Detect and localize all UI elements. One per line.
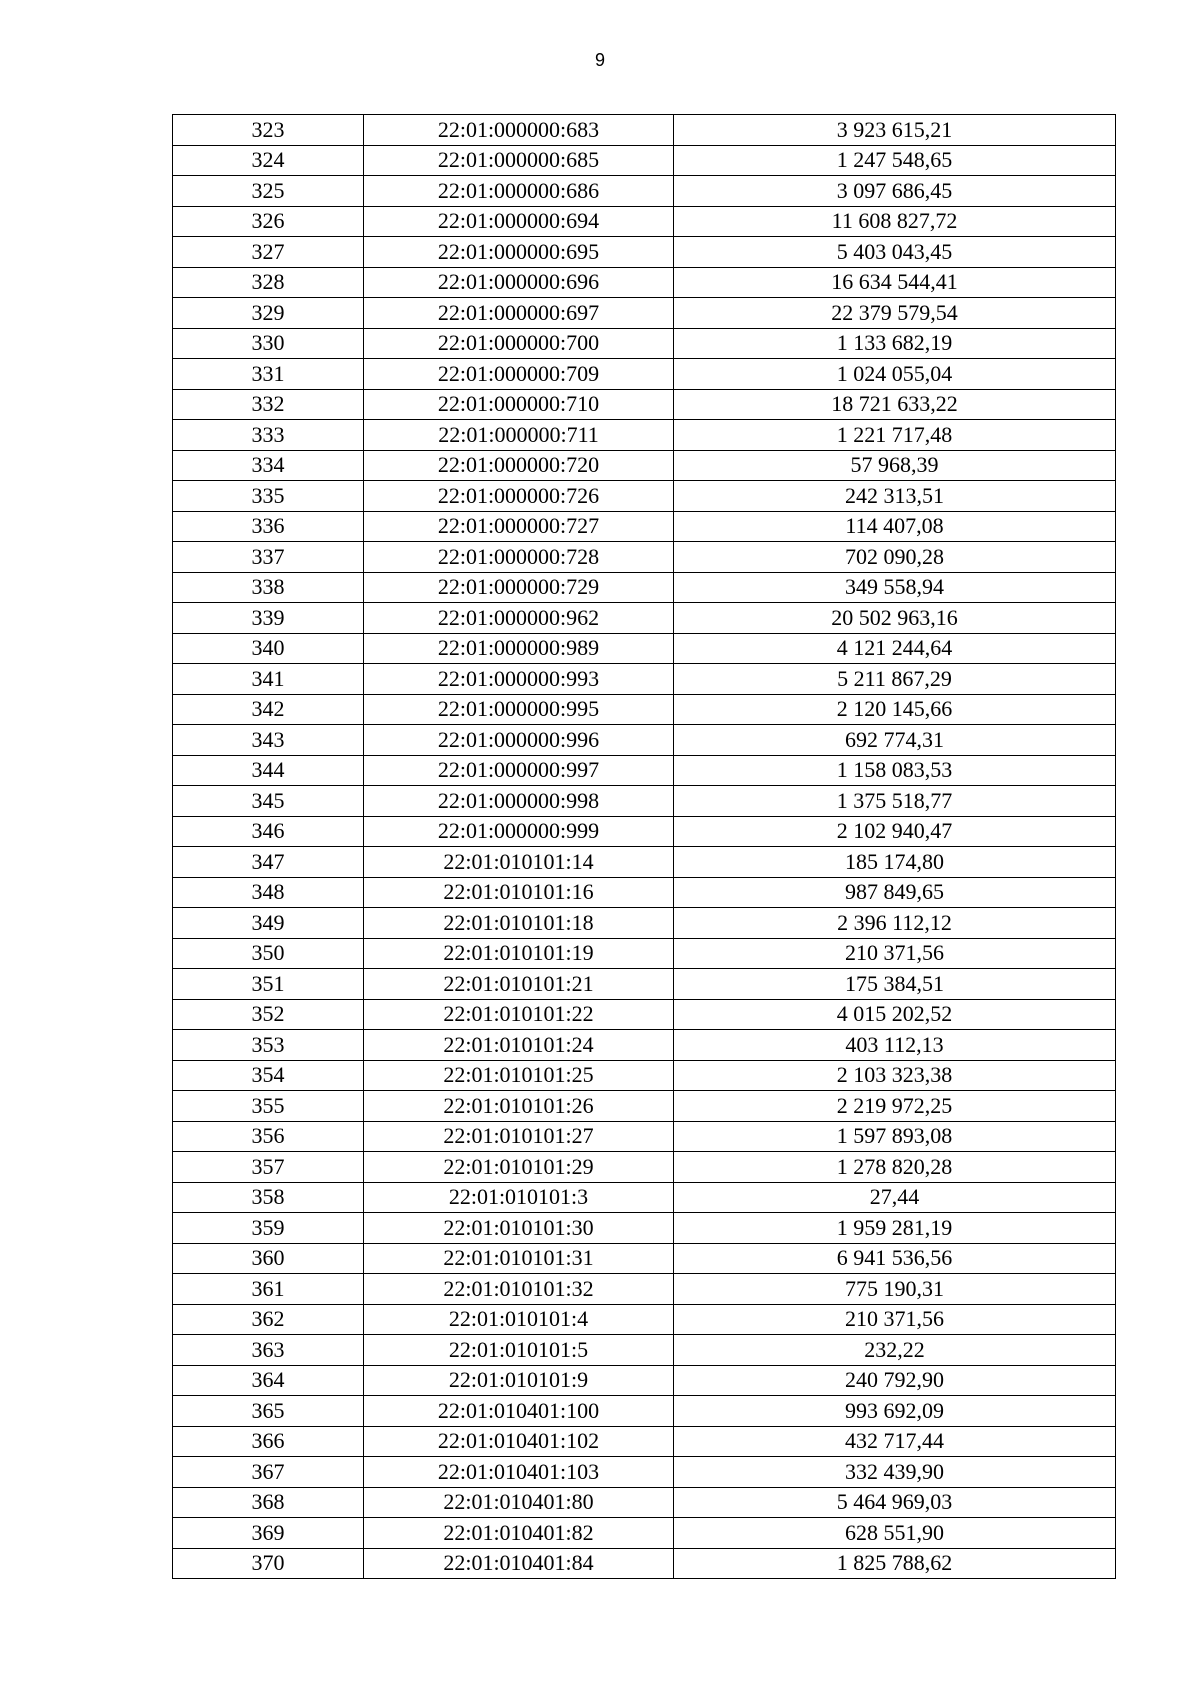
row-number-cell: 331 (173, 359, 364, 390)
row-number-cell: 326 (173, 206, 364, 237)
table-row (173, 1457, 1116, 1488)
value-cell: 1 221 717,48 (674, 420, 1116, 451)
table-row (173, 908, 1116, 939)
value-cell: 20 502 963,16 (674, 603, 1116, 634)
cadastral-number-cell: 22:01:000000:720 (364, 450, 674, 481)
cadastral-number-cell: 22:01:010401:80 (364, 1487, 674, 1518)
row-number-cell: 368 (173, 1487, 364, 1518)
row-number-cell: 363 (173, 1335, 364, 1366)
row-number-cell: 338 (173, 572, 364, 603)
value-cell: 175 384,51 (674, 969, 1116, 1000)
row-number-cell: 334 (173, 450, 364, 481)
value-cell: 1 158 083,53 (674, 755, 1116, 786)
cadastral-number-cell: 22:01:010101:9 (364, 1365, 674, 1396)
row-number-cell: 367 (173, 1457, 364, 1488)
table-row (173, 450, 1116, 481)
value-cell: 11 608 827,72 (674, 206, 1116, 237)
cadastral-number-cell: 22:01:010101:24 (364, 1030, 674, 1061)
table-row (173, 1182, 1116, 1213)
cadastral-number-cell: 22:01:000000:696 (364, 267, 674, 298)
table-row (173, 145, 1116, 176)
table-row (173, 572, 1116, 603)
cadastral-number-cell: 22:01:000000:993 (364, 664, 674, 695)
table-row (173, 389, 1116, 420)
table-row (173, 267, 1116, 298)
row-number-cell: 336 (173, 511, 364, 542)
row-number-cell: 335 (173, 481, 364, 512)
cadastral-number-cell: 22:01:010101:4 (364, 1304, 674, 1335)
row-number-cell: 327 (173, 237, 364, 268)
row-number-cell: 348 (173, 877, 364, 908)
cadastral-number-cell: 22:01:010101:25 (364, 1060, 674, 1091)
value-cell: 1 024 055,04 (674, 359, 1116, 390)
row-number-cell: 324 (173, 145, 364, 176)
cadastral-number-cell: 22:01:010101:5 (364, 1335, 674, 1366)
value-cell: 1 597 893,08 (674, 1121, 1116, 1152)
table-row (173, 816, 1116, 847)
row-number-cell: 332 (173, 389, 364, 420)
cadastral-number-cell: 22:01:010101:18 (364, 908, 674, 939)
table-row (173, 999, 1116, 1030)
table-row (173, 603, 1116, 634)
table-row (173, 420, 1116, 451)
cadastral-number-cell: 22:01:000000:996 (364, 725, 674, 756)
table-row (173, 542, 1116, 573)
row-number-cell: 337 (173, 542, 364, 573)
row-number-cell: 357 (173, 1152, 364, 1183)
table-row (173, 694, 1116, 725)
table-row (173, 664, 1116, 695)
page-number: 9 (594, 50, 605, 70)
row-number-cell: 353 (173, 1030, 364, 1061)
row-number-cell: 362 (173, 1304, 364, 1335)
table-row (173, 511, 1116, 542)
row-number-cell: 351 (173, 969, 364, 1000)
row-number-cell: 328 (173, 267, 364, 298)
table-row (173, 725, 1116, 756)
row-number-cell: 323 (173, 115, 364, 146)
row-number-cell: 352 (173, 999, 364, 1030)
row-number-cell: 349 (173, 908, 364, 939)
cadastral-number-cell: 22:01:000000:728 (364, 542, 674, 573)
cadastral-number-cell: 22:01:000000:998 (364, 786, 674, 817)
row-number-cell: 341 (173, 664, 364, 695)
table-row (173, 1487, 1116, 1518)
row-number-cell: 356 (173, 1121, 364, 1152)
value-cell: 6 941 536,56 (674, 1243, 1116, 1274)
value-cell: 5 464 969,03 (674, 1487, 1116, 1518)
value-cell: 16 634 544,41 (674, 267, 1116, 298)
cadastral-number-cell: 22:01:010401:82 (364, 1518, 674, 1549)
cadastral-number-cell: 22:01:010101:19 (364, 938, 674, 969)
table-row (173, 1091, 1116, 1122)
value-cell: 1 825 788,62 (674, 1548, 1116, 1579)
table-row (173, 1121, 1116, 1152)
cadastral-number-cell: 22:01:000000:711 (364, 420, 674, 451)
value-cell: 185 174,80 (674, 847, 1116, 878)
row-number-cell: 350 (173, 938, 364, 969)
cadastral-number-cell: 22:01:000000:989 (364, 633, 674, 664)
value-cell: 432 717,44 (674, 1426, 1116, 1457)
value-cell: 1 247 548,65 (674, 145, 1116, 176)
table-row (173, 633, 1116, 664)
cadastral-number-cell: 22:01:010401:100 (364, 1396, 674, 1427)
cadastral-number-cell: 22:01:010101:14 (364, 847, 674, 878)
table-row (173, 1396, 1116, 1427)
cadastral-number-cell: 22:01:000000:709 (364, 359, 674, 390)
value-cell: 114 407,08 (674, 511, 1116, 542)
cadastral-number-cell: 22:01:000000:997 (364, 755, 674, 786)
row-number-cell: 325 (173, 176, 364, 207)
table-row (173, 1304, 1116, 1335)
table-row (173, 1365, 1116, 1396)
value-cell: 2 120 145,66 (674, 694, 1116, 725)
value-cell: 5 403 043,45 (674, 237, 1116, 268)
value-cell: 1 375 518,77 (674, 786, 1116, 817)
cadastral-number-cell: 22:01:010101:30 (364, 1213, 674, 1244)
row-number-cell: 345 (173, 786, 364, 817)
value-cell: 210 371,56 (674, 1304, 1116, 1335)
table-row (173, 1335, 1116, 1366)
table-row (173, 1274, 1116, 1305)
cadastral-number-cell: 22:01:010401:102 (364, 1426, 674, 1457)
table-row (173, 115, 1116, 146)
cadastral-number-cell: 22:01:000000:729 (364, 572, 674, 603)
table-row (173, 786, 1116, 817)
row-number-cell: 346 (173, 816, 364, 847)
row-number-cell: 358 (173, 1182, 364, 1213)
value-cell: 2 103 323,38 (674, 1060, 1116, 1091)
row-number-cell: 333 (173, 420, 364, 451)
cadastral-number-cell: 22:01:000000:999 (364, 816, 674, 847)
value-cell: 27,44 (674, 1182, 1116, 1213)
cadastral-number-cell: 22:01:010101:27 (364, 1121, 674, 1152)
row-number-cell: 342 (173, 694, 364, 725)
row-number-cell: 366 (173, 1426, 364, 1457)
row-number-cell: 344 (173, 755, 364, 786)
cadastral-number-cell: 22:01:010101:29 (364, 1152, 674, 1183)
cadastral-number-cell: 22:01:000000:700 (364, 328, 674, 359)
row-number-cell: 361 (173, 1274, 364, 1305)
row-number-cell: 330 (173, 328, 364, 359)
cadastral-number-cell: 22:01:000000:962 (364, 603, 674, 634)
row-number-cell: 354 (173, 1060, 364, 1091)
table-row (173, 481, 1116, 512)
row-number-cell: 355 (173, 1091, 364, 1122)
table-row (173, 237, 1116, 268)
value-cell: 18 721 633,22 (674, 389, 1116, 420)
cadastral-number-cell: 22:01:000000:683 (364, 115, 674, 146)
value-cell: 987 849,65 (674, 877, 1116, 908)
table-row (173, 298, 1116, 329)
value-cell: 702 090,28 (674, 542, 1116, 573)
cadastral-number-cell: 22:01:000000:685 (364, 145, 674, 176)
table-row (173, 877, 1116, 908)
table-row (173, 206, 1116, 237)
value-cell: 5 211 867,29 (674, 664, 1116, 695)
value-cell: 3 923 615,21 (674, 115, 1116, 146)
value-cell: 1 278 820,28 (674, 1152, 1116, 1183)
row-number-cell: 329 (173, 298, 364, 329)
value-cell: 2 396 112,12 (674, 908, 1116, 939)
value-cell: 240 792,90 (674, 1365, 1116, 1396)
row-number-cell: 359 (173, 1213, 364, 1244)
row-number-cell: 369 (173, 1518, 364, 1549)
cadastral-number-cell: 22:01:010401:84 (364, 1548, 674, 1579)
value-cell: 210 371,56 (674, 938, 1116, 969)
table-row (173, 969, 1116, 1000)
row-number-cell: 360 (173, 1243, 364, 1274)
value-cell: 57 968,39 (674, 450, 1116, 481)
row-number-cell: 339 (173, 603, 364, 634)
row-number-cell: 370 (173, 1548, 364, 1579)
row-number-cell: 365 (173, 1396, 364, 1427)
table-row (173, 1548, 1116, 1579)
value-cell: 993 692,09 (674, 1396, 1116, 1427)
cadastral-number-cell: 22:01:010101:16 (364, 877, 674, 908)
value-cell: 628 551,90 (674, 1518, 1116, 1549)
value-cell: 242 313,51 (674, 481, 1116, 512)
cadastral-number-cell: 22:01:010101:32 (364, 1274, 674, 1305)
table-row (173, 1152, 1116, 1183)
cadastral-number-cell: 22:01:000000:995 (364, 694, 674, 725)
cadastral-number-cell: 22:01:000000:697 (364, 298, 674, 329)
table-row (173, 176, 1116, 207)
value-cell: 692 774,31 (674, 725, 1116, 756)
value-cell: 4 015 202,52 (674, 999, 1116, 1030)
row-number-cell: 364 (173, 1365, 364, 1396)
cadastral-number-cell: 22:01:010101:22 (364, 999, 674, 1030)
table-row (173, 938, 1116, 969)
value-cell: 1 959 281,19 (674, 1213, 1116, 1244)
cadastral-number-cell: 22:01:000000:726 (364, 481, 674, 512)
cadastral-number-cell: 22:01:010101:31 (364, 1243, 674, 1274)
cadastral-number-cell: 22:01:010101:26 (364, 1091, 674, 1122)
value-cell: 349 558,94 (674, 572, 1116, 603)
value-cell: 232,22 (674, 1335, 1116, 1366)
value-cell: 2 102 940,47 (674, 816, 1116, 847)
cadastral-number-cell: 22:01:000000:695 (364, 237, 674, 268)
value-cell: 775 190,31 (674, 1274, 1116, 1305)
cadastral-number-cell: 22:01:010101:3 (364, 1182, 674, 1213)
table-row (173, 1060, 1116, 1091)
value-cell: 332 439,90 (674, 1457, 1116, 1488)
table-body (173, 115, 1116, 1579)
table-row (173, 755, 1116, 786)
data-table (172, 114, 1116, 1579)
table-row (173, 1518, 1116, 1549)
table-row (173, 359, 1116, 390)
value-cell: 4 121 244,64 (674, 633, 1116, 664)
table-row (173, 1426, 1116, 1457)
table-row (173, 1213, 1116, 1244)
value-cell: 1 133 682,19 (674, 328, 1116, 359)
row-number-cell: 340 (173, 633, 364, 664)
row-number-cell: 343 (173, 725, 364, 756)
table-row (173, 1030, 1116, 1061)
table-row (173, 1243, 1116, 1274)
value-cell: 403 112,13 (674, 1030, 1116, 1061)
value-cell: 22 379 579,54 (674, 298, 1116, 329)
cadastral-number-cell: 22:01:000000:710 (364, 389, 674, 420)
cadastral-number-cell: 22:01:010401:103 (364, 1457, 674, 1488)
cadastral-number-cell: 22:01:000000:727 (364, 511, 674, 542)
table-row (173, 847, 1116, 878)
value-cell: 2 219 972,25 (674, 1091, 1116, 1122)
table-row (173, 328, 1116, 359)
value-cell: 3 097 686,45 (674, 176, 1116, 207)
row-number-cell: 347 (173, 847, 364, 878)
cadastral-number-cell: 22:01:000000:686 (364, 176, 674, 207)
cadastral-number-cell: 22:01:010101:21 (364, 969, 674, 1000)
cadastral-number-cell: 22:01:000000:694 (364, 206, 674, 237)
